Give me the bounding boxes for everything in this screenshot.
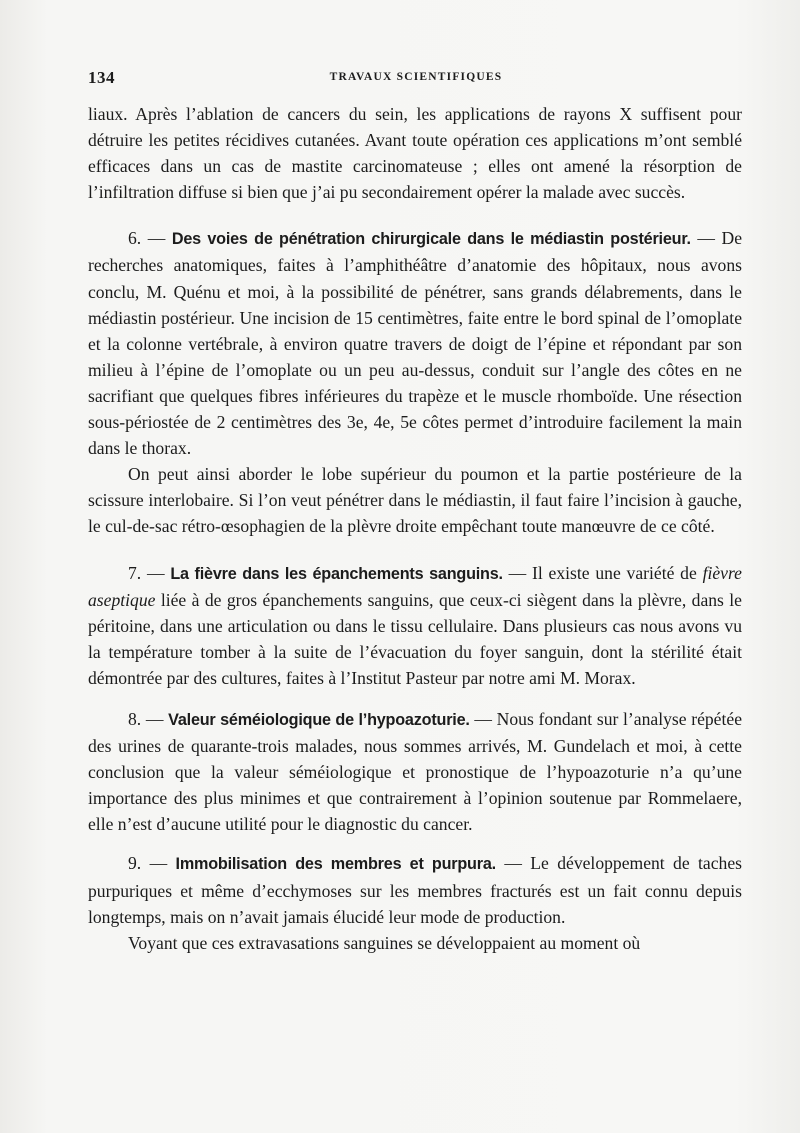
body-text <box>88 101 742 956</box>
section-7-italic-term: fièvre aseptique <box>88 562 742 610</box>
section-6-number: 6. — <box>128 228 172 249</box>
section-7 <box>88 560 742 691</box>
section-7-title: La fièvre dans les épanchements sanguins. <box>170 564 503 583</box>
section-8-title: Valeur séméiologique de l’hypoazoturie. <box>168 710 470 729</box>
section-9-number: 9. — <box>128 853 176 874</box>
paragraph-continuation: liaux. Après l’ablation de cancers du sein, les applications de rayons X suffisent pour détruire les petites récidives cutanées. Avant toute opération ces applications m’ont semblé efficaces dans un cas de mastite carcinomateuse ; elles ont amené la résorption de l’infiltration diffuse si bien que j’ai pu secondairement opérer la malade avec succès. <box>88 104 742 203</box>
section-7-text-b: liée à de gros épanchements sanguins, que ceux-ci siègent dans la plèvre, dans le péritoine, dans une articulation ou dans le tissu cellulaire. Dans plusieurs cas nous avons vu la température tomber à la suite de l’évacuation du foyer sanguin, dont la stérilité était démontrée par des cultures, faites à l’Institut Pasteur par notre ami M. Morax. <box>88 589 742 688</box>
section-9 <box>88 850 742 929</box>
section-6-text: — De recherches anatomiques, faites à l’amphithéâtre d’anatomie des hôpitaux, nous avons conclu, M. Quénu et moi, à la possibilité de pénétrer, sans grands délabrements, dans le médiastin postérieur. Une incision de 15 centimètres, faite entre le bord spinal de l’omoplate et la colonne vertébrale, à environ quatre travers de doigt de l’épine et répondant par son milieu à l’épine de l’omoplate ou un peu au-dessus, conduit sur l’angle des côtes en ne sacrifiant que quelques fibres inférieures du trapèze et le muscle rhomboïde. Une résection sous-périostée de 2 centimètres des 3e, 4e, 5e côtes permet d’introduire facilement la main dans le thorax. <box>88 228 743 459</box>
section-9-text: — Le développement de taches purpuriques et même d’ecchymoses sur les membres fracturés est un fait connu depuis longtemps, mais on n’avait jamais élucidé leur mode de production. <box>88 853 742 927</box>
section-7-text-a: — Il existe une variété de <box>502 562 703 583</box>
section-6-title: Des voies de pénétration chirurgicale dans le médiastin postérieur. <box>171 230 691 249</box>
section-8-number: 8. — <box>128 708 169 729</box>
section-9-continuation: Voyant que ces extravasations sanguines se développaient au moment où <box>128 932 641 953</box>
running-head: TRAVAUX SCIENTIFIQUES <box>329 71 503 83</box>
section-8-text: — Nous fondant sur l’analyse répétée des urines de quarante-trois malades, nous sommes arrivés, M. Gundelach et moi, à cette conclusion que la valeur séméiologique et pronostique de l’hypoazoturie n’a qu’une importance des plus minimes et que contrairement à l’opinion soutenue par Rommelaere, elle n’est d’aucune utilité pour le diagnostic du cancer. <box>88 708 742 835</box>
section-6-continuation: On peut ainsi aborder le lobe supérieur du poumon et la partie postérieure de la scissure interlobaire. Si l’on veut pénétrer dans le médiastin, il faut faire l’incision à gauche, le cul-de-sac rétro-œsophagien de la plèvre droite empêchant toute manœuvre de ce côté. <box>88 464 742 537</box>
section-7-number: 7. — <box>128 562 171 583</box>
section-9-title: Immobilisation des membres et purpura. <box>175 855 496 874</box>
page-number: 134 <box>88 68 115 87</box>
page-header <box>88 68 744 92</box>
section-8 <box>88 706 742 837</box>
section-6 <box>88 225 742 461</box>
